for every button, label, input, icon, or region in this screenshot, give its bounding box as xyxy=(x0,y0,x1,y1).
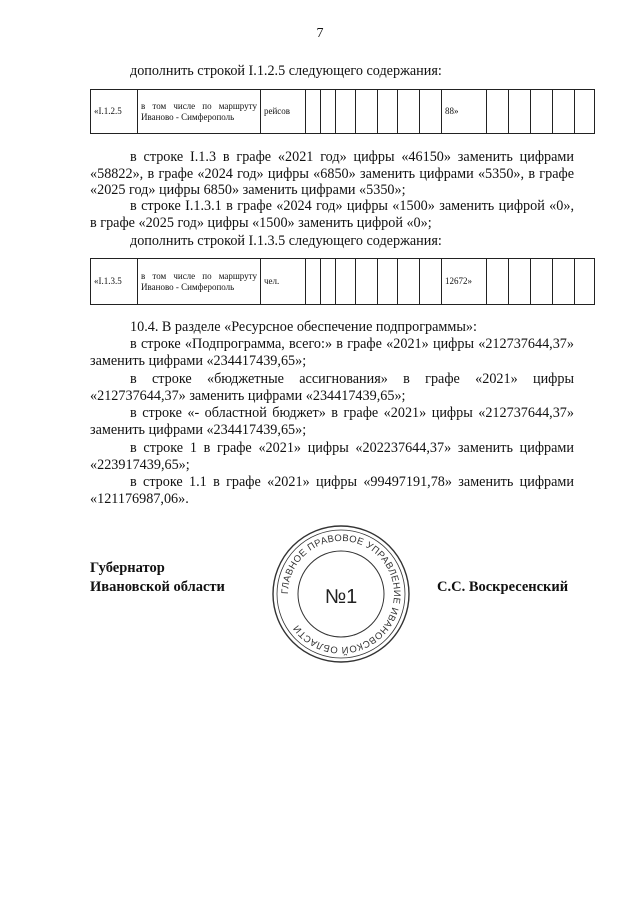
table-row-1-1-2-5 xyxy=(90,89,595,134)
paragraph-section-10-4: 10.4. В разделе «Ресурсное обеспечение подпрограммы»: xyxy=(130,319,477,335)
empty-cell xyxy=(356,90,378,134)
empty-cell xyxy=(531,259,553,305)
row-unit: чел. xyxy=(261,259,306,305)
signature-title xyxy=(90,559,225,597)
signature-title-line2: Ивановской области xyxy=(90,579,225,595)
empty-cell xyxy=(553,259,575,305)
empty-cell xyxy=(398,90,420,134)
empty-cell xyxy=(531,90,553,134)
empty-cell xyxy=(509,90,531,134)
row-code: «I.1.3.5 xyxy=(91,259,138,305)
empty-cell xyxy=(321,259,336,305)
stamp-number: №1 xyxy=(324,586,358,608)
table-row-1-1-3-5 xyxy=(90,258,595,305)
empty-cell xyxy=(378,90,398,134)
empty-cell xyxy=(398,259,420,305)
empty-cell xyxy=(575,90,595,134)
empty-cell xyxy=(356,259,378,305)
paragraph-row-1-1-3: в строке I.1.3 в графе «2021 год» цифры «46150» заменить цифрами «58822», в графе «2024 год» цифры «6850» заменить цифрами «5350», в графе «2025 год» цифры 6850» заменить цифрами «5350»; xyxy=(90,149,574,198)
empty-cell xyxy=(336,90,356,134)
row-value: 88» xyxy=(442,90,487,134)
paragraph-row-1-1: в строке 1.1 в графе «2021» цифры «99497191,78» заменить цифрами «121176987,06». xyxy=(90,474,574,507)
empty-cell xyxy=(336,259,356,305)
empty-cell xyxy=(306,90,321,134)
signature-title-line1: Губернатор xyxy=(90,560,165,576)
paragraph-row-1-1-3-1: в строке I.1.3.1 в графе «2024 год» цифры «1500» заменить цифрой «0», в графе «2025 год» цифры «1500» заменить цифрой «0»; xyxy=(90,198,574,231)
empty-cell xyxy=(509,259,531,305)
signature-name: С.С. Воскресенский xyxy=(437,579,569,595)
paragraph-subprogram-total: в строке «Подпрограмма, всего:» в графе «2021» цифры «212737644,37» заменить цифрами «234417439,65»; xyxy=(90,336,574,369)
paragraph-add-row-2: дополнить строкой I.1.3.5 следующего содержания: xyxy=(130,233,442,249)
empty-cell xyxy=(420,259,442,305)
empty-cell xyxy=(378,259,398,305)
empty-cell xyxy=(575,259,595,305)
row-value: 12672» xyxy=(442,259,487,305)
row-name: в том числе по маршруту Иваново - Симферополь xyxy=(138,90,261,134)
row-unit: рейсов xyxy=(261,90,306,134)
empty-cell xyxy=(553,90,575,134)
empty-cell xyxy=(487,259,509,305)
paragraph-add-row-1: дополнить строкой I.1.2.5 следующего содержания: xyxy=(130,63,442,79)
row-code: «I.1.2.5 xyxy=(91,90,138,134)
empty-cell xyxy=(306,259,321,305)
empty-cell xyxy=(321,90,336,134)
stamp-ring-text: ГЛАВНОЕ ПРАВОВОЕ УПРАВЛЕНИЕ ИВАНОВСКОЙ ОБЛАСТИ xyxy=(279,532,403,656)
empty-cell xyxy=(487,90,509,134)
official-stamp xyxy=(270,523,412,665)
paragraph-row-1: в строке 1 в графе «2021» цифры «202237644,37» заменить цифрами «223917439,65»; xyxy=(90,440,574,473)
paragraph-budget-allocations: в строке «бюджетные ассигнования» в графе «2021» цифры «212737644,37» заменить цифрами «234417439,65»; xyxy=(90,371,574,404)
page-number: 7 xyxy=(316,26,324,41)
paragraph-regional-budget: в строке «- областной бюджет» в графе «2021» цифры «212737644,37» заменить цифрами «234417439,65»; xyxy=(90,405,574,438)
empty-cell xyxy=(420,90,442,134)
row-name: в том числе по маршруту Иваново - Симферополь xyxy=(138,259,261,305)
